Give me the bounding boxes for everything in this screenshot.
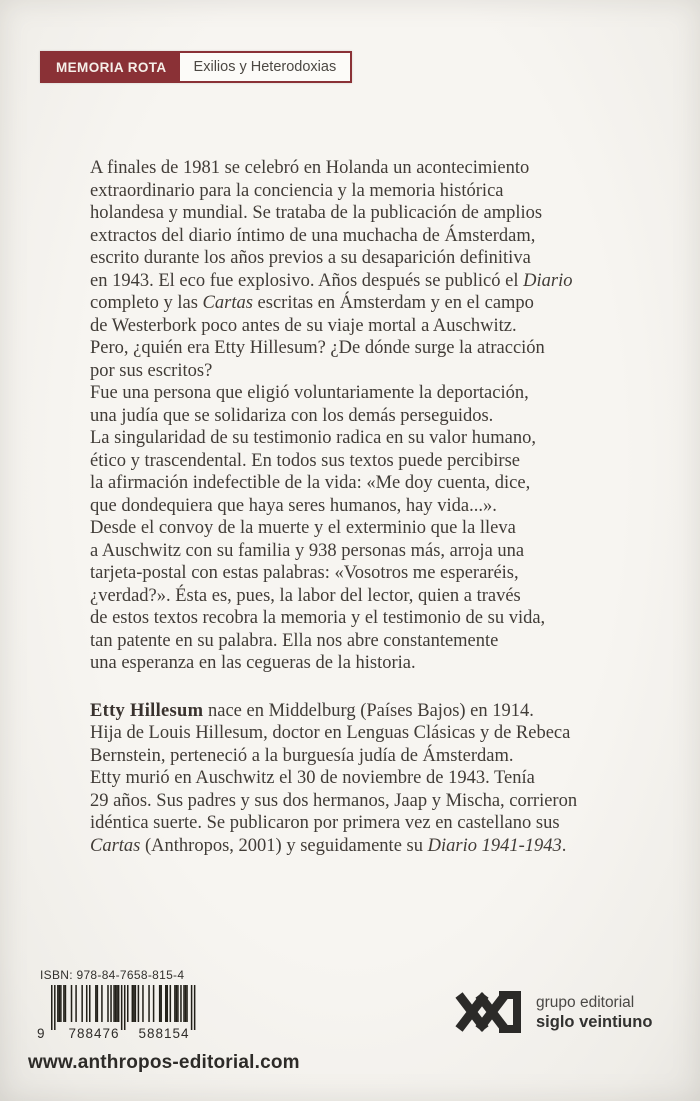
isbn-label: ISBN: 978-84-7658-815-4 [40,968,185,982]
ean-barcode [37,985,207,1045]
barcode-bars [51,985,201,1031]
publisher-name-label: siglo veintiuno [536,1012,653,1031]
barcode-digit-group: 9 [37,1026,46,1041]
siglo-xxi-logo-icon [455,990,527,1034]
publisher-name-block [536,993,652,1032]
synopsis-text: A finales de 1981 se celebró en Holanda un acontecimiento extraordinario para la conciencia y la memoria histórica holandesa y mundial. Se trataba de la publicación de amplios extractos del diario íntimo de una muchacha de Ámsterdam, escrito durante los años previos a su desaparición definitiva en 1943. El eco fue explosivo. Años después se publicó el Diario completo y las Cartas escritas en Ámsterdam y en el campo de Westerbork poco antes de su viaje mortal a Auschwitz. Pero, ¿quién era Etty Hillesum? ¿De dónde surge la atracción por sus escritos? Fue una persona que eligió voluntariamente la deportación, una judía que se solidariza con los demás perseguidos. La singularidad de su testimonio radica en su valor humano, ético y trascendental. En todos sus textos puede percibirse la afirmación indefectible de la vida: «Me doy cuenta, dice, que dondequiera que haya seres humanos, hay vida...». Desde el convoy de la muerte y el exterminio que la lleva a Auschwitz con su familia y 938 personas más, arroja una tarjeta-postal con estas palabras: «Vosotros me esperaréis, ¿verdad?». Ésta es, pues, la labor del lector, quien a través de estos textos recobra la memoria y el testimonio de su vida, tan patente en su palabra. Ella nos abre constantemente una esperanza en las cegueras de la historia. [90,158,573,673]
barcode-digits [37,1026,207,1042]
collection-name-label: Exilios y Heterodoxias [180,53,351,81]
isbn-block [37,968,207,1045]
author-bio-text: Etty Hillesum nace en Middelburg (Países Bajos) en 1914. Hija de Louis Hillesum, doctor en Lenguas Clásicas y de Rebeca Bernstein, perteneció a la burguesía judía de Ámsterdam. Etty murió en Auschwitz el 30 de noviembre de 1943. Tenía 29 años. Sus padres y sus dos hermanos, Jaap y Mischa, corrieron idéntica suerte. Se publicaron por primera vez en castellano sus Cartas (Anthropos, 2001) y seguidamente su Diario 1941-1943. [90,700,578,856]
website-url: www.anthropos-editorial.com [28,1052,300,1073]
publisher-logo-block [455,990,652,1034]
series-badge [40,51,352,83]
publisher-group-label: grupo editorial [536,993,635,1011]
back-cover-text [90,157,650,857]
barcode-digit-group: 588154 [138,1026,190,1041]
barcode-digit-group: 788476 [68,1026,120,1041]
series-name-label: MEMORIA ROTA [42,53,180,81]
